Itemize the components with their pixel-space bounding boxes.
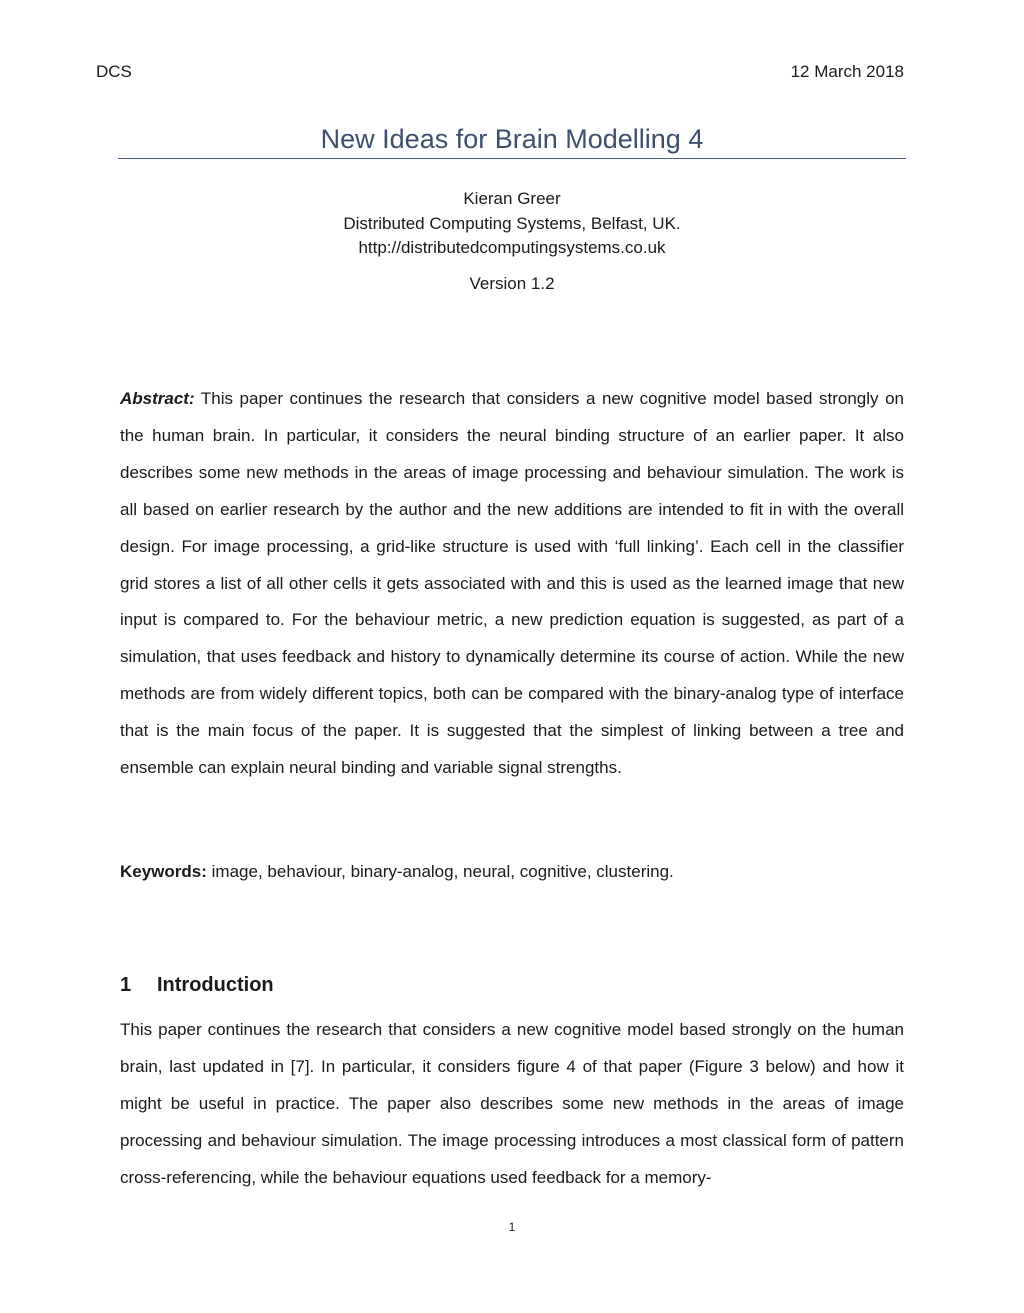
keywords-text: image, behaviour, binary-analog, neural, cognitive, clustering. (211, 862, 674, 881)
paper-title: New Ideas for Brain Modelling 4 (320, 124, 704, 154)
section-number: 1 (120, 974, 132, 996)
version-label: Version 1.2 (469, 274, 555, 293)
running-header-date: 12 March 2018 (790, 62, 904, 81)
keywords-paragraph (120, 860, 904, 884)
author-url: http://distributedcomputingsystems.co.uk (358, 238, 666, 257)
section-title: Introduction (157, 974, 274, 996)
running-header-left: DCS (96, 62, 132, 81)
author-affiliation: Distributed Computing Systems, Belfast, UK. (343, 213, 681, 233)
keywords-label: Keywords: (120, 862, 207, 881)
author-name: Kieran Greer (463, 189, 561, 208)
abstract-label: Abstract: (120, 389, 195, 408)
abstract-text: This paper continues the research that considers a new cognitive model based strongly on the human brain. In particular, it considers the neural binding structure of an earlier paper. It also describes some new methods in the areas of image processing and behaviour simulation. The work is all based on earlier research by the author and the new additions are intended to fit in with the overall design. For image processing, a grid-like structure is used with ‘full linking’. Each cell in the classifier grid stores a list of all other cells it gets associated with and this is used as the learned image that new input is compared to. For the behaviour metric, a new prediction equation is suggested, as part of a simulation, that uses feedback and history to dynamically determine its course of action. While the new methods are from widely different topics, both can be compared with the binary-analog type of interface that is the main focus of the paper. It is suggested that the simplest of linking between a tree and ensemble can explain neural binding and variable signal strengths. (120, 389, 904, 778)
author-block (118, 187, 906, 261)
introduction-paragraph: This paper continues the research that considers a new cognitive model based strongly on the human brain, last updated in [7]. In particular, it considers figure 4 of that paper (Figure 3 below) and how it might be useful in practice. The paper also describes some new methods in the areas of image processing and behaviour simulation. The image processing introduces a most classical form of pattern cross-referencing, while the behaviour equations used feedback for a memory- (120, 1020, 904, 1187)
page-number: 1 (508, 1220, 516, 1234)
section-heading-introduction (120, 971, 274, 999)
title-underline (118, 158, 906, 159)
abstract-paragraph (120, 381, 904, 787)
